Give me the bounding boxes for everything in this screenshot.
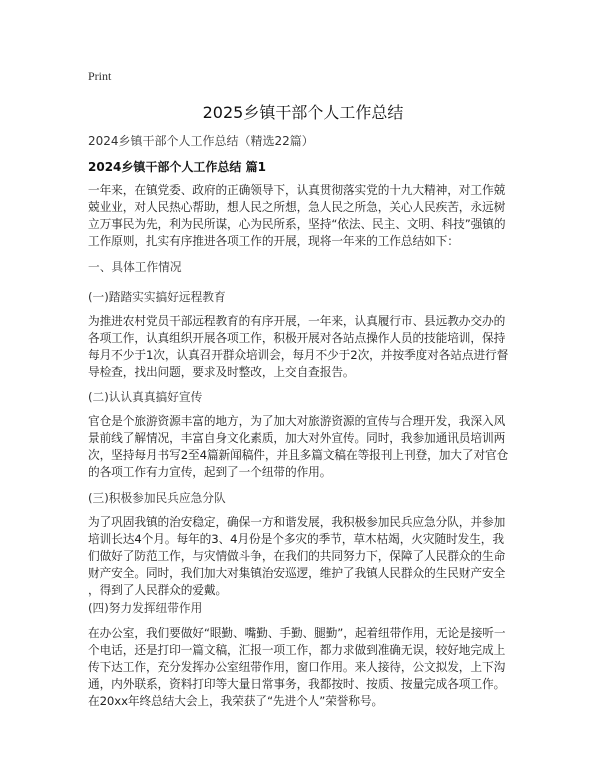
item-paragraph bbox=[88, 625, 505, 710]
intro-paragraph bbox=[88, 182, 505, 250]
section-heading: 一、具体工作情况 bbox=[88, 260, 182, 274]
item-paragraph bbox=[88, 514, 505, 599]
text-line: ，得到了人民群众的爱戴。 bbox=[88, 583, 228, 597]
text-line: 通，内外联系，资料打印等大量日常事务，我都按时、按质、按量完成各项工作。 bbox=[88, 677, 506, 691]
text-line: 在20xx年终总结大会上，我荣获了“先进个人”荣誉称号。 bbox=[88, 694, 384, 708]
document-subtitle: 2024乡镇干部个人工作总结（精选22篇） bbox=[88, 134, 314, 148]
text-line: 导检查，找出问题，要求及时整改，上交自查报告。 bbox=[88, 365, 355, 379]
text-line: 财产安全。同时，我们加大对集镇治安巡逻，维护了我镇人民群众的生民财产安全 bbox=[88, 566, 506, 580]
item-heading: (三)积极参加民兵应急分队 bbox=[88, 491, 226, 505]
item-paragraph bbox=[88, 413, 508, 481]
item-heading: (一)踏踏实实搞好远程教育 bbox=[88, 290, 226, 304]
text-line: 工作原则，扎实有序推进各项工作的开展，现将一年来的工作总结如下： bbox=[88, 234, 459, 248]
item-heading: (二)认认真真搞好宣传 bbox=[88, 390, 203, 404]
text-line: 为推进农村党员干部远程教育的有序开展，一年来，认真履行市、县远教办交办的 bbox=[88, 314, 506, 328]
text-line: 各项工作，认真组织开展各项工作，积极开展对各站点操作人员的技能培训，保持 bbox=[88, 331, 506, 345]
article-heading: 2024乡镇干部个人工作总结 篇1 bbox=[88, 160, 266, 174]
text-line: 一年来，在镇党委、政府的正确领导下，认真贯彻落实党的十九大精神，对工作兢 bbox=[88, 183, 506, 197]
item-paragraph bbox=[88, 313, 508, 381]
document-title: 2025乡镇干部个人工作总结 bbox=[202, 103, 404, 122]
text-line: 官仓是个旅游资源丰富的地方，为了加大对旅游资源的宣传与合理开发，我深入风 bbox=[88, 414, 506, 428]
text-line: 景前线了解情况，丰富自身文化素质，加大对外宣传。同时，我参加通讯员培训两 bbox=[88, 431, 506, 445]
text-line: 个电话，还是打印一篇文稿，汇报一项工作，都力求做到准确无误，较好地完成上 bbox=[88, 643, 506, 657]
text-line: 的各项工作有力宣传，起到了一个纽带的作用。 bbox=[88, 465, 332, 479]
item-heading: (四)努力发挥纽带作用 bbox=[88, 601, 203, 615]
text-line: 每月不少于1次，认真召开群众培训会，每月不少于2次，并按季度对各站点进行督 bbox=[88, 348, 509, 362]
text-line: 传下达工作，充分发挥办公室纽带作用，窗口作用。来人接待，公文拟发，上下沟 bbox=[88, 660, 506, 674]
text-line: 兢业业，对人民热心帮助，想人民之所想，急人民之所急，关心人民疾苦，永远树 bbox=[88, 200, 506, 214]
text-line: 们做好了防范工作，与灾情做斗争，在我们的共同努力下，保障了人民群众的生命 bbox=[88, 549, 506, 563]
text-line: 次，坚持每月书写2至4篇新闻稿件，并且多篇文稿在等报刊上刊登，加大了对官仓 bbox=[88, 448, 509, 462]
text-line: 为了巩固我镇的治安稳定，确保一方和谐发展，我积极参加民兵应急分队，并参加 bbox=[88, 515, 506, 529]
text-line: 立万事民为先，利为民所谋，心为民所系，坚持“依法、民主、文明、科技”强镇的 bbox=[88, 217, 506, 231]
text-line: 在办公室，我们要做好“眼勤、嘴勤、手勤、腿勤”，起着纽带作用，无论是接听一 bbox=[88, 626, 506, 640]
print-label: Print bbox=[88, 69, 112, 83]
text-line: 培训长达4个月。每年的3、4月份是个多灾的季节，草木枯竭，火灾随时发生，我 bbox=[88, 532, 504, 546]
